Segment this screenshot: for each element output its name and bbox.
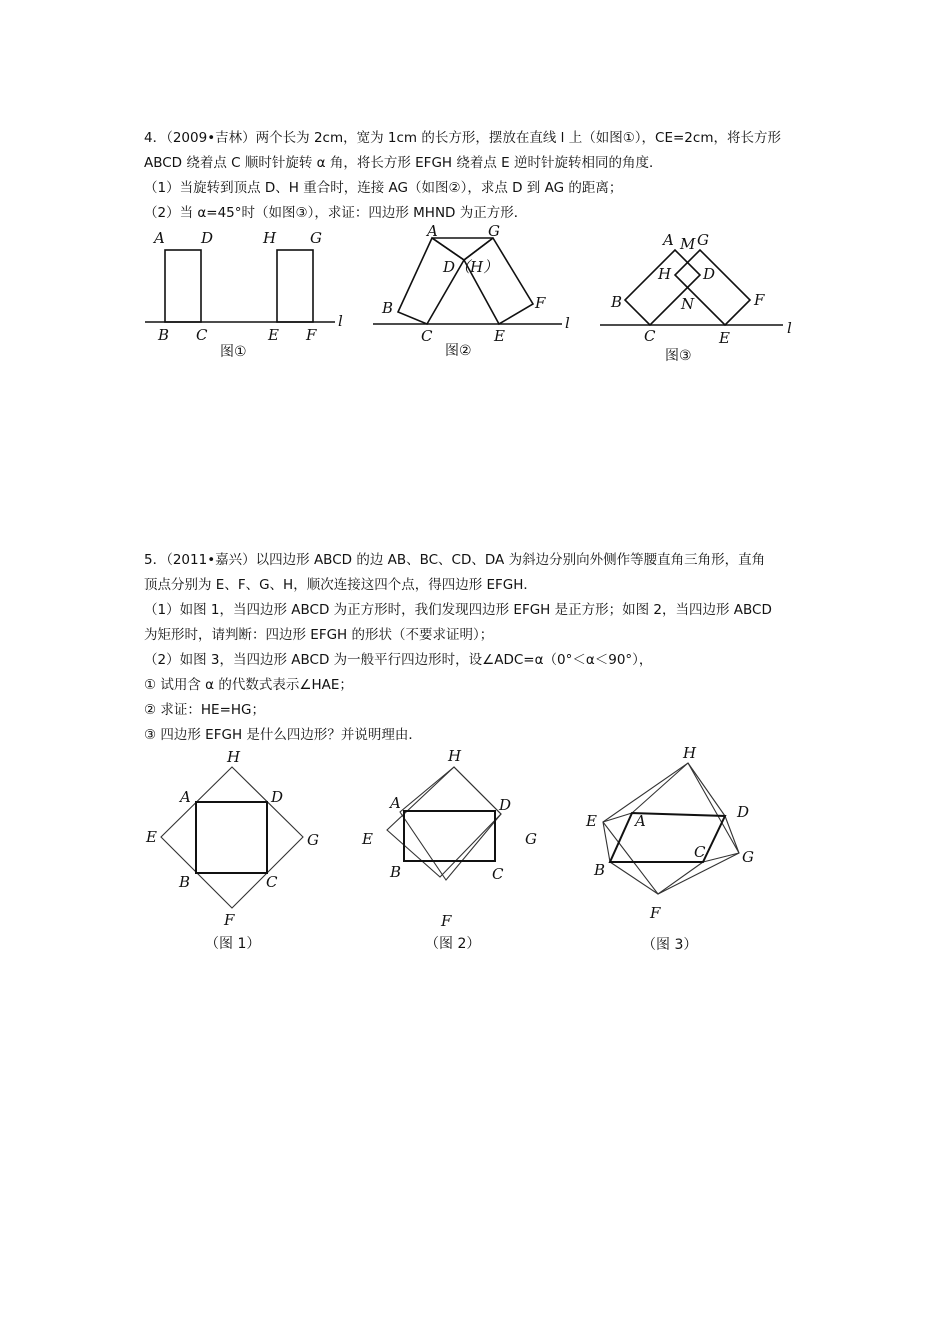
label-a: A bbox=[154, 229, 165, 247]
label-g: G bbox=[307, 831, 319, 849]
p5-figure-3 bbox=[580, 740, 780, 960]
label-l: l bbox=[565, 314, 570, 332]
label-d: D bbox=[271, 788, 284, 806]
label-e: E bbox=[268, 326, 279, 344]
p5-line-6: ① 试用含 α 的代数式表示∠HAE； bbox=[144, 677, 353, 693]
label-c: C bbox=[266, 873, 278, 891]
square-abcd bbox=[196, 802, 267, 873]
p5-line-8: ③ 四边形 EFGH 是什么四边形？并说明理由． bbox=[144, 727, 422, 743]
label-l: l bbox=[338, 312, 343, 330]
label-e: E bbox=[146, 828, 157, 846]
label-f: F bbox=[441, 912, 452, 930]
label-h: H bbox=[658, 265, 672, 283]
p5-figure-1 bbox=[140, 745, 330, 960]
p4-figure-1 bbox=[140, 225, 360, 365]
label-d: D bbox=[737, 803, 750, 821]
rect-efgh bbox=[464, 238, 533, 324]
segment-gd bbox=[464, 238, 493, 260]
p5-line-1: 5．（2011•嘉兴）以四边形 ABCD 的边 AB、BC、CD、DA 为斜边分别向外侧作等腰直角三角形，直角 bbox=[144, 552, 766, 568]
p4-line-1: 4．（2009•吉林）两个长为 2cm，宽为 1cm 的长方形，摆放在直线 l 上（如图①），CE=2cm，将长方形 bbox=[144, 130, 781, 146]
label-b: B bbox=[390, 863, 402, 881]
label-b: B bbox=[158, 326, 170, 344]
label-b: B bbox=[594, 861, 606, 879]
fig1-caption: 图① bbox=[220, 344, 247, 360]
label-a: A bbox=[180, 788, 191, 806]
p5-line-4: 为矩形时，请判断：四边形 EFGH 的形状（不要求证明）； bbox=[144, 627, 494, 643]
label-f: F bbox=[650, 904, 661, 922]
rect-efgh bbox=[277, 250, 313, 322]
label-g: G bbox=[525, 830, 537, 848]
fig3-caption: （图 3） bbox=[642, 937, 698, 953]
label-d: D bbox=[201, 229, 214, 247]
quad-efgh-outline bbox=[400, 767, 501, 880]
label-e: E bbox=[362, 830, 373, 848]
p4-figure-3 bbox=[595, 225, 805, 370]
label-e: E bbox=[719, 329, 730, 347]
label-h: H bbox=[683, 744, 697, 762]
label-a: A bbox=[427, 222, 438, 240]
segment-ha bbox=[632, 763, 688, 813]
p4-line-4: （2）当 α=45°时（如图③），求证：四边形 MHND 为正方形． bbox=[144, 205, 528, 221]
p5-line-7: ② 求证：HE=HG； bbox=[144, 702, 265, 718]
label-g: G bbox=[310, 229, 322, 247]
label-c: C bbox=[421, 327, 433, 345]
label-a: A bbox=[663, 231, 674, 249]
segment-bf bbox=[610, 862, 658, 894]
label-g: G bbox=[742, 848, 754, 866]
label-d: D bbox=[499, 796, 512, 814]
label-l: l bbox=[787, 319, 792, 337]
segment-hd bbox=[688, 763, 725, 816]
label-n: N bbox=[681, 295, 695, 313]
segment-dg bbox=[725, 816, 739, 853]
label-g: G bbox=[488, 222, 500, 240]
label-c: C bbox=[694, 843, 706, 861]
label-h: H bbox=[448, 747, 462, 765]
p5-line-5: （2）如图 3，当四边形 ABCD 为一般平行四边形时，设∠ADC=α（0°＜α＜90°）， bbox=[144, 652, 653, 668]
label-a: A bbox=[635, 812, 646, 830]
label-e: E bbox=[494, 327, 505, 345]
label-c: C bbox=[196, 326, 208, 344]
label-h: H bbox=[263, 229, 277, 247]
label-c: C bbox=[492, 865, 504, 883]
rect-abcd bbox=[404, 811, 495, 861]
label-g: G bbox=[697, 231, 709, 249]
fig3-caption: 图③ bbox=[665, 348, 692, 364]
label-f: F bbox=[754, 291, 765, 309]
label-h: H bbox=[227, 748, 241, 766]
label-c: C bbox=[644, 327, 656, 345]
segment-ad bbox=[432, 238, 464, 260]
label-m: M bbox=[680, 235, 696, 253]
label-b: B bbox=[611, 293, 623, 311]
fig1-caption: （图 1） bbox=[205, 936, 261, 952]
p5-line-3: （1）如图 1，当四边形 ABCD 为正方形时，我们发现四边形 EFGH 是正方形；如图 2，当四边形 ABCD bbox=[144, 602, 772, 618]
rect-abcd bbox=[165, 250, 201, 322]
p5-figure-2 bbox=[360, 740, 550, 960]
label-dh: D（H） bbox=[443, 258, 499, 276]
fig2-caption: 图② bbox=[445, 343, 472, 359]
label-f: F bbox=[224, 911, 235, 929]
segment-fc bbox=[658, 862, 703, 894]
p4-figure-2 bbox=[370, 220, 585, 370]
label-b: B bbox=[179, 873, 191, 891]
p4-line-3: （1）当旋转到顶点 D、H 重合时，连接 AG（如图②），求点 D 到 AG 的距离； bbox=[144, 180, 623, 196]
segment-cg bbox=[703, 853, 739, 862]
p4-line-2: ABCD 绕着点 C 顺时针旋转 α 角，将长方形 EFGH 绕着点 E 逆时针旋转相同的角度． bbox=[144, 155, 663, 171]
label-f: F bbox=[306, 326, 317, 344]
fig2-caption: （图 2） bbox=[425, 936, 481, 952]
segment-eb bbox=[603, 822, 610, 862]
label-d: D bbox=[703, 265, 716, 283]
p5-line-2: 顶点分别为 E、F、G、H，顺次连接这四个点，得四边形 EFGH． bbox=[144, 577, 537, 593]
rect-abcd bbox=[398, 238, 464, 324]
label-b: B bbox=[382, 299, 394, 317]
label-f: F bbox=[535, 294, 546, 312]
label-a: A bbox=[390, 794, 401, 812]
label-e: E bbox=[586, 812, 597, 830]
